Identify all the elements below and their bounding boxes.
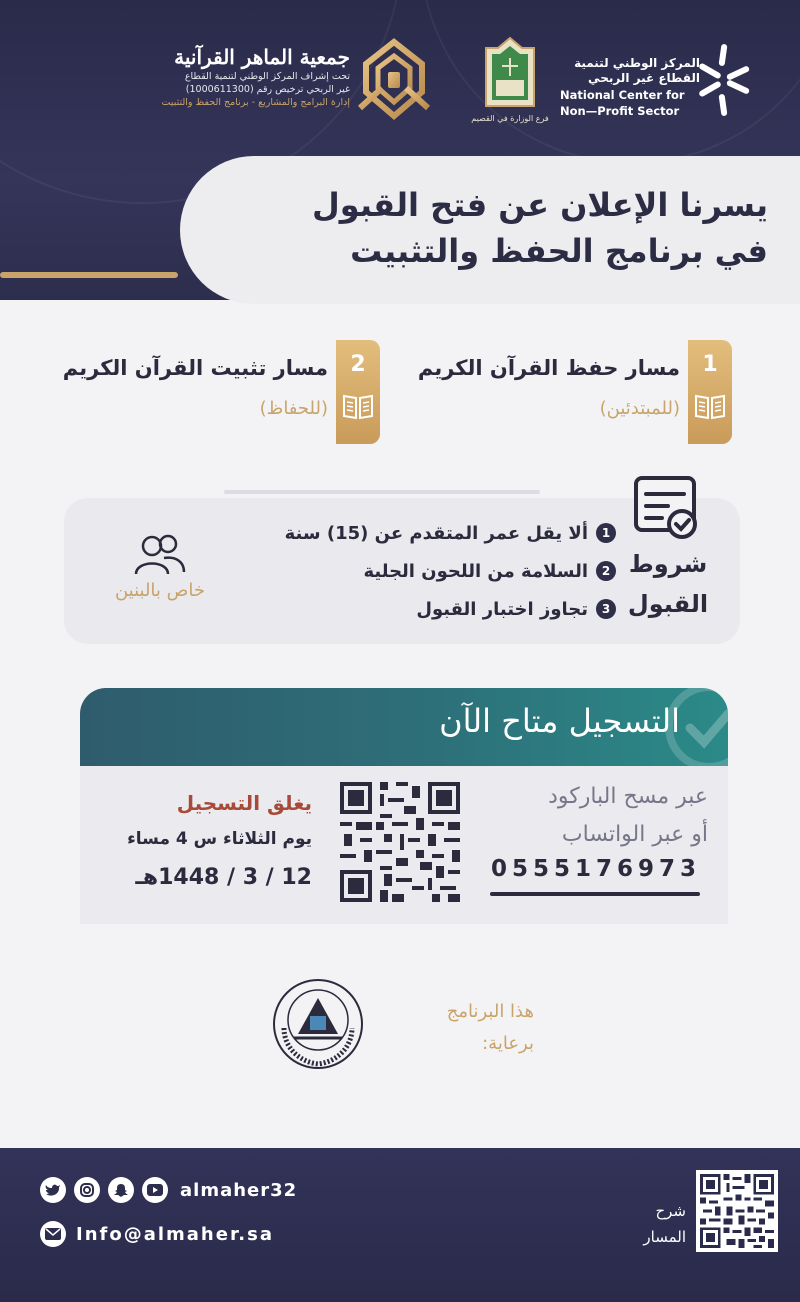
condition-number: 3 bbox=[596, 599, 616, 619]
logo-row bbox=[0, 32, 800, 132]
twitter-icon[interactable] bbox=[40, 1177, 66, 1203]
condition-text: ألا يقل عمر المتقدم عن (15) سنة bbox=[284, 522, 588, 544]
gold-accent-line bbox=[0, 272, 178, 278]
condition-text: تجاوز اختبار القبول bbox=[416, 598, 588, 620]
track-title: مسار تثبيت القرآن الكريم bbox=[62, 356, 328, 380]
path-line2: المسار bbox=[643, 1228, 686, 1246]
condition-number: 1 bbox=[596, 523, 616, 543]
conditions-label bbox=[620, 544, 716, 624]
scan-instructions bbox=[488, 778, 708, 854]
book-icon bbox=[694, 392, 726, 420]
track-number: 2 bbox=[350, 352, 366, 377]
instagram-icon[interactable] bbox=[74, 1177, 100, 1203]
divider bbox=[224, 490, 540, 494]
registration-header bbox=[80, 688, 728, 766]
audience-label: خاص بالبنين bbox=[114, 580, 206, 601]
conditions-list bbox=[260, 514, 616, 628]
email-address[interactable]: Info@almaher.sa bbox=[76, 1223, 274, 1245]
closing-info bbox=[96, 786, 312, 898]
registration-title: التسجيل متاح الآن bbox=[439, 702, 680, 740]
social-links bbox=[40, 1176, 297, 1204]
nc-en-line1: National Center for bbox=[560, 88, 685, 102]
national-center-logo-text bbox=[560, 56, 700, 118]
maher-logo-text bbox=[120, 44, 350, 109]
users-icon bbox=[134, 532, 186, 578]
sponsor-logo bbox=[270, 976, 366, 1072]
title-line2: في برنامج الحفظ والتثبيت bbox=[350, 232, 768, 270]
condition-item bbox=[260, 514, 616, 552]
closing-label: يغلق التسجيل bbox=[176, 791, 312, 815]
nc-ar-line2: القطاع غير الربحي bbox=[588, 71, 700, 85]
track-number-tab bbox=[336, 340, 380, 444]
closing-day: يوم الثلاثاء س 4 مساء bbox=[127, 829, 312, 849]
registration-qr-code[interactable] bbox=[336, 778, 464, 906]
track-subtitle: (للحفاظ) bbox=[259, 398, 328, 419]
book-icon bbox=[342, 392, 374, 420]
email-row bbox=[40, 1220, 274, 1248]
track-title: مسار حفظ القرآن الكريم bbox=[417, 356, 680, 380]
title-line1: يسرنا الإعلان عن فتح القبول bbox=[312, 186, 768, 224]
maher-name: جمعية الماهر القرآنية bbox=[174, 45, 350, 69]
track-subtitle: (للمبتدئين) bbox=[599, 398, 680, 419]
phone-underline bbox=[490, 892, 700, 896]
conditions-label-line2: القبول bbox=[627, 590, 709, 618]
closing-date: 12 / 3 / 1448هـ bbox=[135, 865, 312, 890]
maher-line1: تحت إشراف المركز الوطني لتنمية القطاع bbox=[184, 71, 350, 82]
condition-item bbox=[260, 590, 616, 628]
condition-number: 2 bbox=[596, 561, 616, 581]
youtube-icon[interactable] bbox=[142, 1177, 168, 1203]
condition-item bbox=[260, 552, 616, 590]
track-number: 1 bbox=[702, 352, 718, 377]
sponsor-line1: هذا البرنامج bbox=[446, 1001, 534, 1022]
sponsor-text bbox=[384, 996, 534, 1060]
checklist-icon bbox=[632, 474, 700, 544]
path-explanation-label bbox=[622, 1198, 686, 1250]
sponsor-line2: برعاية: bbox=[482, 1033, 534, 1054]
nc-en-line2: Non—Profit Sector bbox=[560, 104, 680, 118]
nc-ar-line1: المركز الوطني لتنمية bbox=[574, 56, 700, 70]
snapchat-icon[interactable] bbox=[108, 1177, 134, 1203]
maher-line2: غير الربحي ترخيص رقم (1000611300) bbox=[185, 84, 350, 95]
announcement-title-card bbox=[180, 156, 800, 304]
footer-qr-code[interactable] bbox=[696, 1170, 778, 1252]
whatsapp-phone[interactable]: 0555176973 bbox=[490, 856, 702, 882]
track-consolidation bbox=[62, 340, 380, 444]
track-memorization bbox=[417, 340, 732, 444]
email-icon bbox=[40, 1221, 66, 1247]
maher-line3: إدارة البرامج والمشاريع - برنامج الحفظ والتثبيت bbox=[161, 97, 350, 108]
national-center-logo-icon bbox=[696, 40, 752, 120]
conditions-label-line1: شروط bbox=[628, 550, 708, 578]
scan-line2: أو عبر الواتساب bbox=[561, 822, 708, 847]
condition-text: السلامة من اللحون الجلية bbox=[363, 560, 588, 582]
social-handle[interactable]: almaher32 bbox=[180, 1179, 298, 1201]
maher-logo-icon bbox=[352, 38, 436, 122]
ministry-logo bbox=[468, 36, 552, 128]
track-number-tab bbox=[688, 340, 732, 444]
ministry-caption: فرع الوزارة في القصيم bbox=[471, 114, 549, 123]
scan-line1: عبر مسح الباركود bbox=[548, 784, 708, 809]
path-line1: شرح bbox=[655, 1202, 686, 1220]
